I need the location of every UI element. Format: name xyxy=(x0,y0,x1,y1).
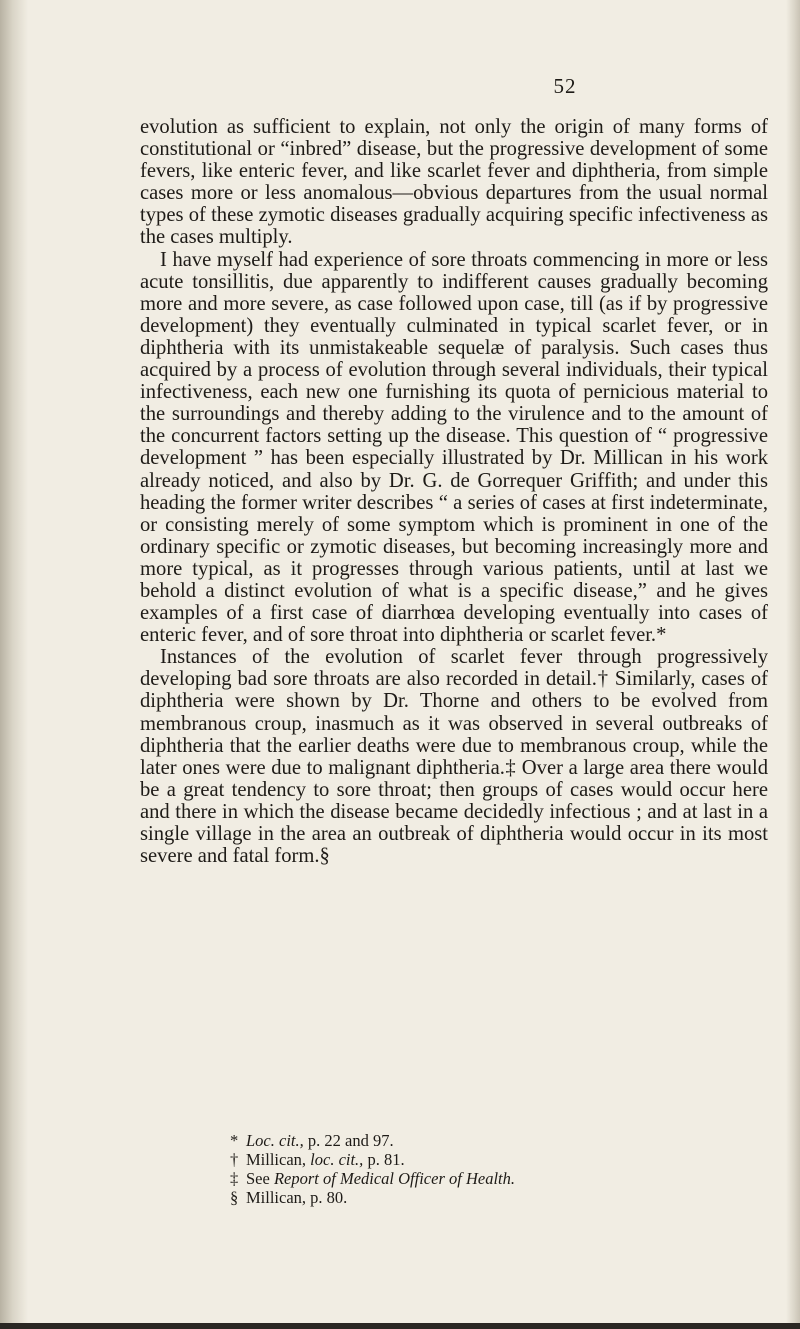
paragraph-1: evolution as sufficient to explain, not only the origin of many forms of constitutional or “inbred” disease, but the progressive development of some fevers, like enteric fever, and like scarlet fever and diphtheria, from simple cases more or less anomalous—obvious departures from the usual normal types of these zymotic diseases gradually acquiring specific infectiveness as the cases multiply. xyxy=(140,116,768,249)
footnote-mark: * xyxy=(230,1131,239,1150)
page-number: 52 xyxy=(553,74,577,98)
footnote-3: ‡ See Report of Medical Officer of Health. xyxy=(230,1169,515,1188)
footnote-mark: § xyxy=(230,1188,239,1207)
binding-shadow xyxy=(0,0,28,1329)
paragraph-2: I have myself had experience of sore throats commencing in more or less acute tonsillitis, due apparently to indifferent causes gradually becoming more and more severe, as case followed upon case, till (as if by progressive development) they eventually culminated in typical scarlet fever, or in diphtheria with its unmistakeable sequelæ of paralysis. Such cases thus acquired by a process of evolution through several individuals, their typical infectiveness, each new one furnishing its quota of pernicious material to the surroundings and thereby adding to the virulence and to the amount of the concurrent factors setting up the disease. This question of “ progressive development ” has been especially illustrated by Dr. Millican in his work already noticed, and also by Dr. G. de Gorrequer Griffith; and under this heading the former writer describes “ a series of cases at first indeterminate, or consisting merely of some symptom which is prominent in one of the ordinary specific or zymotic diseases, but becoming increasingly more and more typical, as it progresses through various patients, until at last we behold a distinct evolution of what is a specific disease,” and he gives examples of a first case of diarrhœa developing eventually into cases of enteric fever, and of sore throat into diphtheria or scarlet fever.* xyxy=(140,248,768,647)
footnote-2: † Millican, loc. cit., p. 81. xyxy=(230,1150,405,1169)
body-text xyxy=(140,116,768,867)
footnote-4: § Millican, p. 80. xyxy=(230,1188,348,1207)
footnote-mark: ‡ xyxy=(230,1169,239,1188)
bottom-edge xyxy=(0,1323,800,1329)
footnote-1: * Loc. cit., p. 22 and 97. xyxy=(230,1131,394,1150)
page-edge xyxy=(786,0,800,1329)
paragraph-3: Instances of the evolution of scarlet fever through progressively developing bad sore throats are also recorded in detail.† Similarly, cases of diphtheria were shown by Dr. Thorne and others to be evolved from membranous croup, inasmuch as it was observed in several outbreaks of diphtheria that the earlier deaths were due to membranous croup, while the later ones were due to malignant diphtheria.‡ Over a large area there would be a great tendency to sore throat; then groups of cases would occur here and there in which the disease became decidedly infectious ; and at last in a single village in the area an outbreak of diphtheria would occur in its most severe and fatal form.§ xyxy=(140,646,768,868)
footnotes xyxy=(230,1131,750,1207)
footnote-mark: † xyxy=(230,1150,239,1169)
